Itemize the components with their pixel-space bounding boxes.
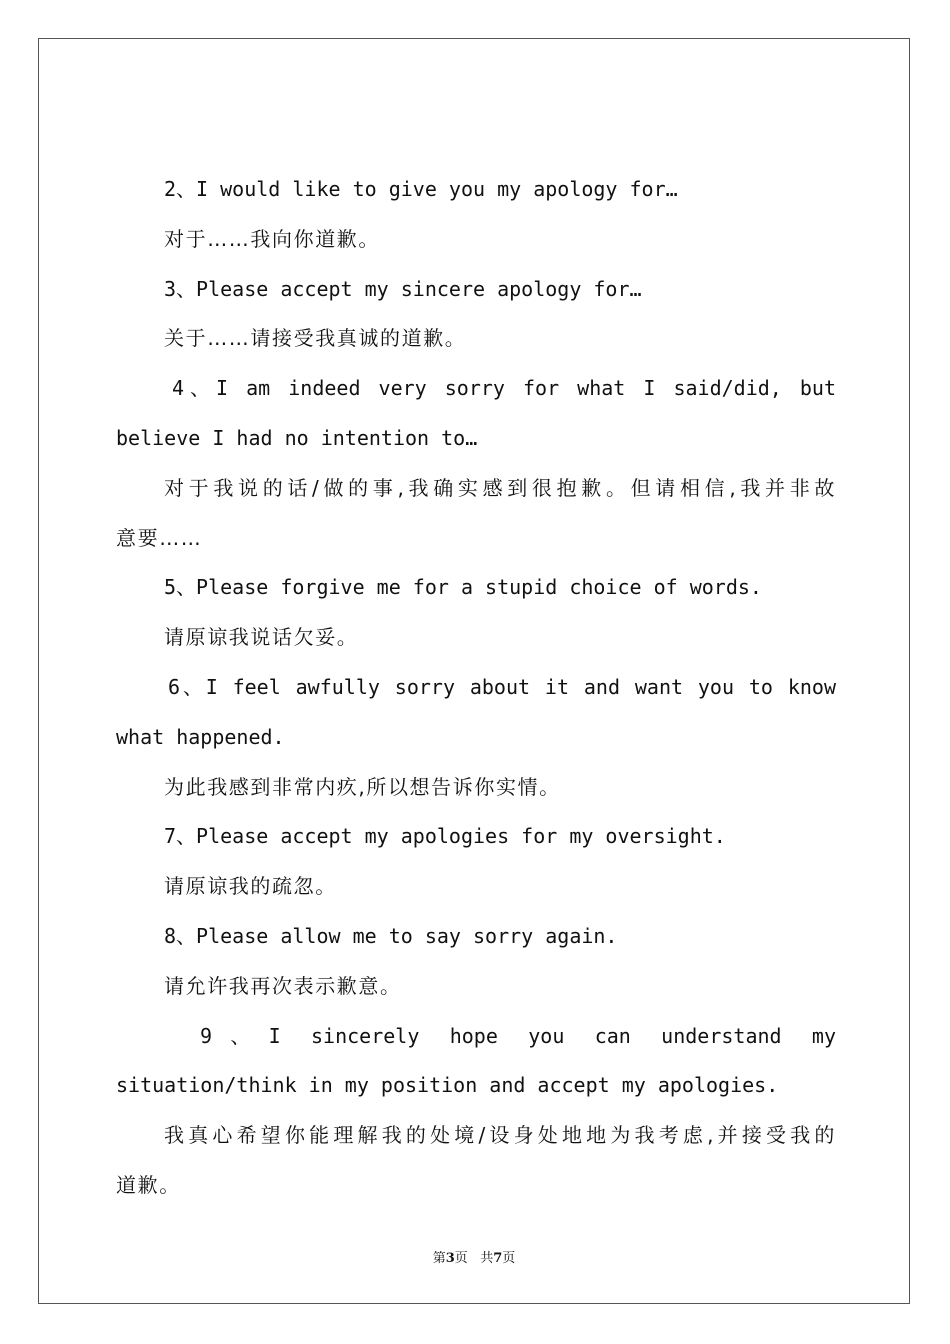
text-line: 请原谅我的疏忽。 (164, 874, 337, 899)
text-line: 对于我说的话/做的事,我确实感到很抱歉。但请相信,我并非故 (164, 475, 836, 500)
text-line: 道歉。 (116, 1172, 181, 1197)
text-line: 意要…… (116, 525, 203, 550)
text-line: 4、I am indeed very sorry for what I said/did, but (172, 376, 836, 401)
text-line: 2、I would like to give you my apology for… (164, 177, 678, 201)
text-line: situation/think in my position and accept my apologies. (116, 1073, 779, 1098)
footer-page-suffix: 页 (454, 1251, 468, 1266)
text-line: 9、I sincerely hope you can understand my (200, 1023, 836, 1048)
text-line: what happened. (116, 724, 285, 749)
text-line: 对于……我向你道歉。 (164, 226, 380, 251)
text-line: 关于……请接受我真诚的道歉。 (164, 326, 467, 351)
text-line: 7、Please accept my apologies for my oversight. (164, 824, 726, 849)
footer-page-number: 3 (445, 1251, 455, 1266)
footer-prefix: 第 (432, 1251, 446, 1266)
footer-total-prefix: 共 (480, 1251, 494, 1266)
footer-total-suffix: 页 (502, 1251, 516, 1266)
text-line: believe I had no intention to… (116, 425, 478, 450)
text-line: 8、Please allow me to say sorry again. (164, 923, 618, 948)
document-page (38, 38, 910, 1304)
page-footer (39, 1247, 909, 1266)
footer-total-pages: 7 (493, 1251, 503, 1266)
text-line: 5、Please forgive me for a stupid choice of words. (164, 575, 762, 600)
text-line: 6、I feel awfully sorry about it and want you to know (168, 674, 836, 699)
text-line: 为此我感到非常内疚,所以想告诉你实情。 (164, 774, 561, 799)
document-body (116, 165, 836, 1211)
text-line: 请允许我再次表示歉意。 (164, 973, 402, 998)
text-line: 我真心希望你能理解我的处境/设身处地地为我考虑,并接受我的 (164, 1123, 836, 1148)
text-line: 3、Please accept my sincere apology for… (164, 276, 642, 301)
text-line: 请原谅我说话欠妥。 (164, 625, 359, 650)
